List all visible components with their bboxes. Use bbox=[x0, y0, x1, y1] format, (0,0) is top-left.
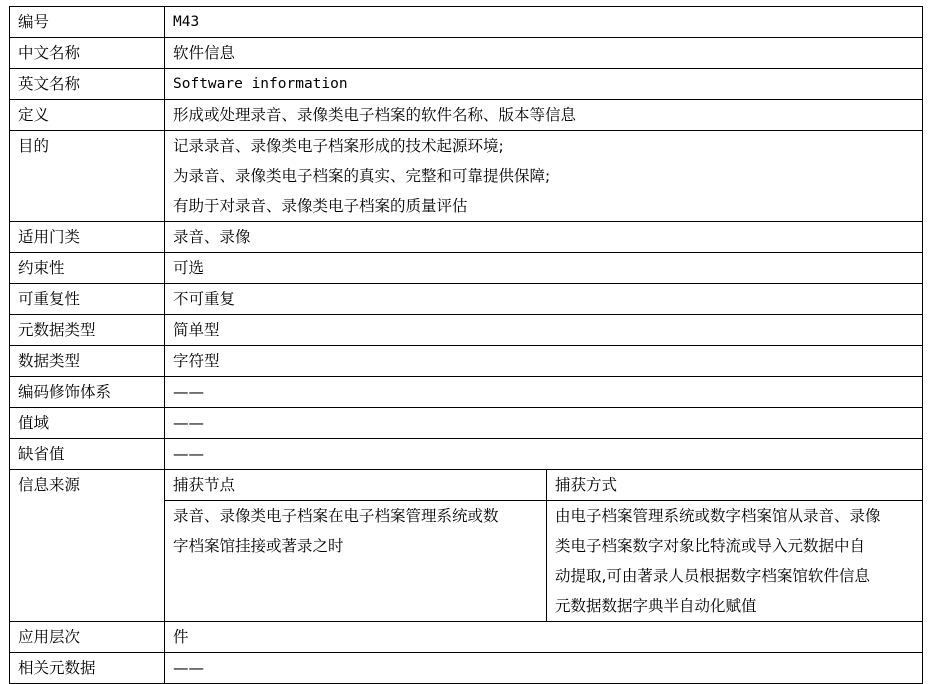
label-constraint: 约束性 bbox=[10, 253, 165, 284]
row-source-header bbox=[10, 470, 923, 501]
row-encoding bbox=[10, 377, 923, 408]
metadata-table bbox=[9, 6, 923, 684]
purpose-line: 记录录音、录像类电子档案形成的技术起源环境; bbox=[173, 137, 504, 155]
source-col2-line: 类电子档案数字对象比特流或导入元数据中自 bbox=[555, 537, 866, 555]
purpose-line: 有助于对录音、录像类电子档案的质量评估 bbox=[173, 197, 468, 215]
row-constraint bbox=[10, 253, 923, 284]
value-default: —— bbox=[165, 439, 923, 470]
source-col2-line: 元数据数据字典半自动化赋值 bbox=[555, 597, 757, 615]
value-id: M43 bbox=[165, 7, 923, 38]
label-category: 适用门类 bbox=[10, 222, 165, 253]
row-default bbox=[10, 439, 923, 470]
row-cn-name bbox=[10, 38, 923, 69]
value-repeatable: 不可重复 bbox=[165, 284, 923, 315]
row-id bbox=[10, 7, 923, 38]
value-level: 件 bbox=[165, 622, 923, 653]
value-domain: —— bbox=[165, 408, 923, 439]
source-col2-header: 捕获方式 bbox=[547, 470, 923, 501]
label-data-type: 数据类型 bbox=[10, 346, 165, 377]
value-element-type: 简单型 bbox=[165, 315, 923, 346]
row-category bbox=[10, 222, 923, 253]
source-col1-line: 字档案馆挂接或著录之时 bbox=[173, 537, 344, 555]
row-en-name bbox=[10, 69, 923, 100]
source-col2-content bbox=[547, 501, 923, 622]
label-purpose: 目的 bbox=[10, 131, 165, 222]
purpose-line: 为录音、录像类电子档案的真实、完整和可靠提供保障; bbox=[173, 167, 551, 185]
value-related: —— bbox=[165, 653, 923, 684]
row-element-type bbox=[10, 315, 923, 346]
source-col1-header: 捕获节点 bbox=[165, 470, 547, 501]
row-related bbox=[10, 653, 923, 684]
value-encoding: —— bbox=[165, 377, 923, 408]
value-definition: 形成或处理录音、录像类电子档案的软件名称、版本等信息 bbox=[165, 100, 923, 131]
row-data-type bbox=[10, 346, 923, 377]
label-default: 缺省值 bbox=[10, 439, 165, 470]
value-data-type: 字符型 bbox=[165, 346, 923, 377]
value-cn-name: 软件信息 bbox=[165, 38, 923, 69]
label-domain: 值域 bbox=[10, 408, 165, 439]
label-en-name: 英文名称 bbox=[10, 69, 165, 100]
label-cn-name: 中文名称 bbox=[10, 38, 165, 69]
value-category: 录音、录像 bbox=[165, 222, 923, 253]
value-constraint: 可选 bbox=[165, 253, 923, 284]
source-col2-line: 由电子档案管理系统或数字档案馆从录音、录像 bbox=[555, 507, 881, 525]
source-col1-content bbox=[165, 501, 547, 622]
label-definition: 定义 bbox=[10, 100, 165, 131]
row-repeatable bbox=[10, 284, 923, 315]
label-element-type: 元数据类型 bbox=[10, 315, 165, 346]
label-id: 编号 bbox=[10, 7, 165, 38]
value-en-name: Software information bbox=[165, 69, 923, 100]
label-related: 相关元数据 bbox=[10, 653, 165, 684]
label-source: 信息来源 bbox=[10, 470, 165, 622]
label-level: 应用层次 bbox=[10, 622, 165, 653]
source-col1-line: 录音、录像类电子档案在电子档案管理系统或数 bbox=[173, 507, 499, 525]
row-definition bbox=[10, 100, 923, 131]
row-level bbox=[10, 622, 923, 653]
value-purpose bbox=[165, 131, 923, 222]
label-encoding: 编码修饰体系 bbox=[10, 377, 165, 408]
row-domain bbox=[10, 408, 923, 439]
label-repeatable: 可重复性 bbox=[10, 284, 165, 315]
row-purpose bbox=[10, 131, 923, 222]
source-col2-line: 动提取,可由著录人员根据数字档案馆软件信息 bbox=[555, 567, 870, 585]
